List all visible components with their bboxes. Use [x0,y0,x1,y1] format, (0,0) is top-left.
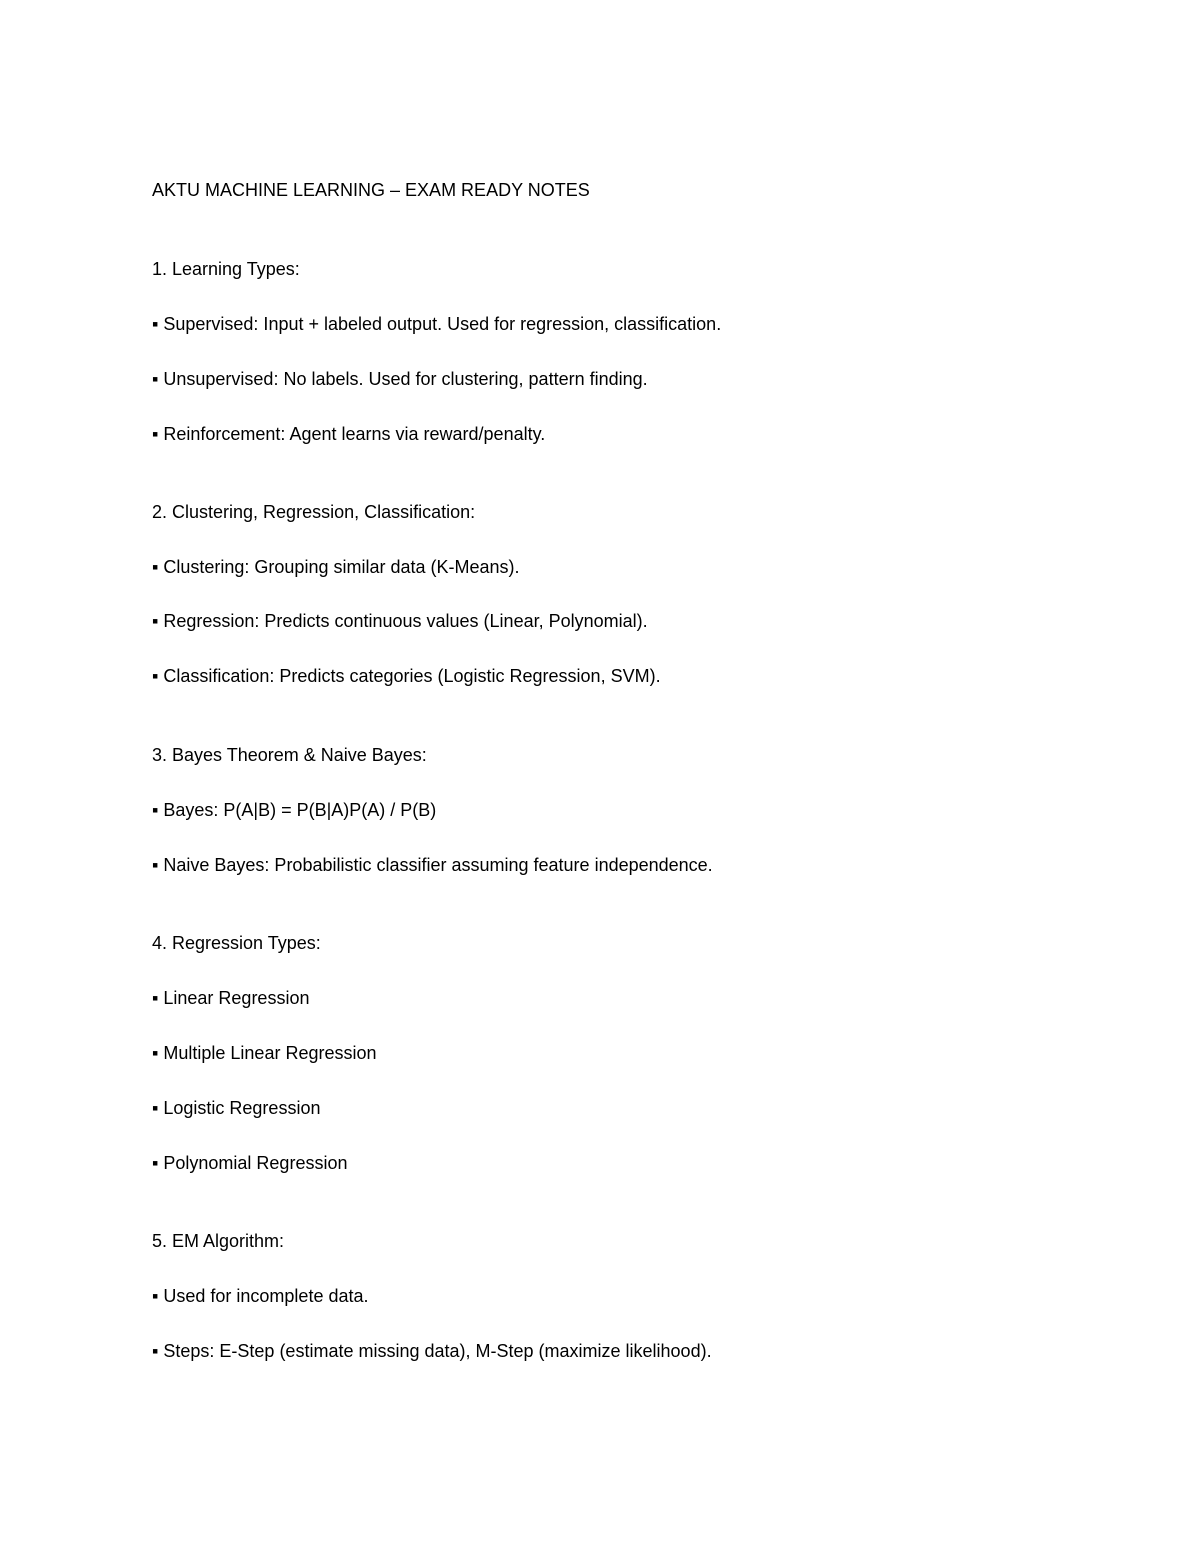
bullet-polynomial-regression: ▪ Polynomial Regression [152,1153,348,1173]
bullet-classification: ▪ Classification: Predicts categories (Logistic Regression, SVM). [152,666,661,686]
bullet-supervised: ▪ Supervised: Input + labeled output. Used for regression, classification. [152,314,722,334]
document-title: AKTU MACHINE LEARNING – EXAM READY NOTES [152,180,590,200]
section-heading-bayes: 3. Bayes Theorem & Naive Bayes: [152,745,427,765]
bullet-regression: ▪ Regression: Predicts continuous values (Linear, Polynomial). [152,611,648,631]
bullet-em-incomplete-data: ▪ Used for incomplete data. [152,1286,369,1306]
section-heading-em-algorithm: 5. EM Algorithm: [152,1231,285,1251]
bullet-multiple-linear-regression: ▪ Multiple Linear Regression [152,1043,377,1063]
bullet-logistic-regression: ▪ Logistic Regression [152,1098,321,1118]
bullet-em-steps: ▪ Steps: E-Step (estimate missing data), M-Step (maximize likelihood). [152,1341,712,1361]
section-heading-learning-types: 1. Learning Types: [152,259,300,279]
bullet-linear-regression: ▪ Linear Regression [152,988,310,1008]
bullet-reinforcement: ▪ Reinforcement: Agent learns via reward/penalty. [152,424,546,444]
section-heading-regression-types: 4. Regression Types: [152,933,321,953]
bullet-clustering: ▪ Clustering: Grouping similar data (K-Means). [152,557,520,577]
bullet-naive-bayes: ▪ Naive Bayes: Probabilistic classifier assuming feature independence. [152,855,713,875]
bullet-bayes-formula: ▪ Bayes: P(A|B) = P(B|A)P(A) / P(B) [152,800,437,820]
bullet-unsupervised: ▪ Unsupervised: No labels. Used for clustering, pattern finding. [152,369,648,389]
section-heading-clustering-regression-classification: 2. Clustering, Regression, Classification: [152,502,476,522]
